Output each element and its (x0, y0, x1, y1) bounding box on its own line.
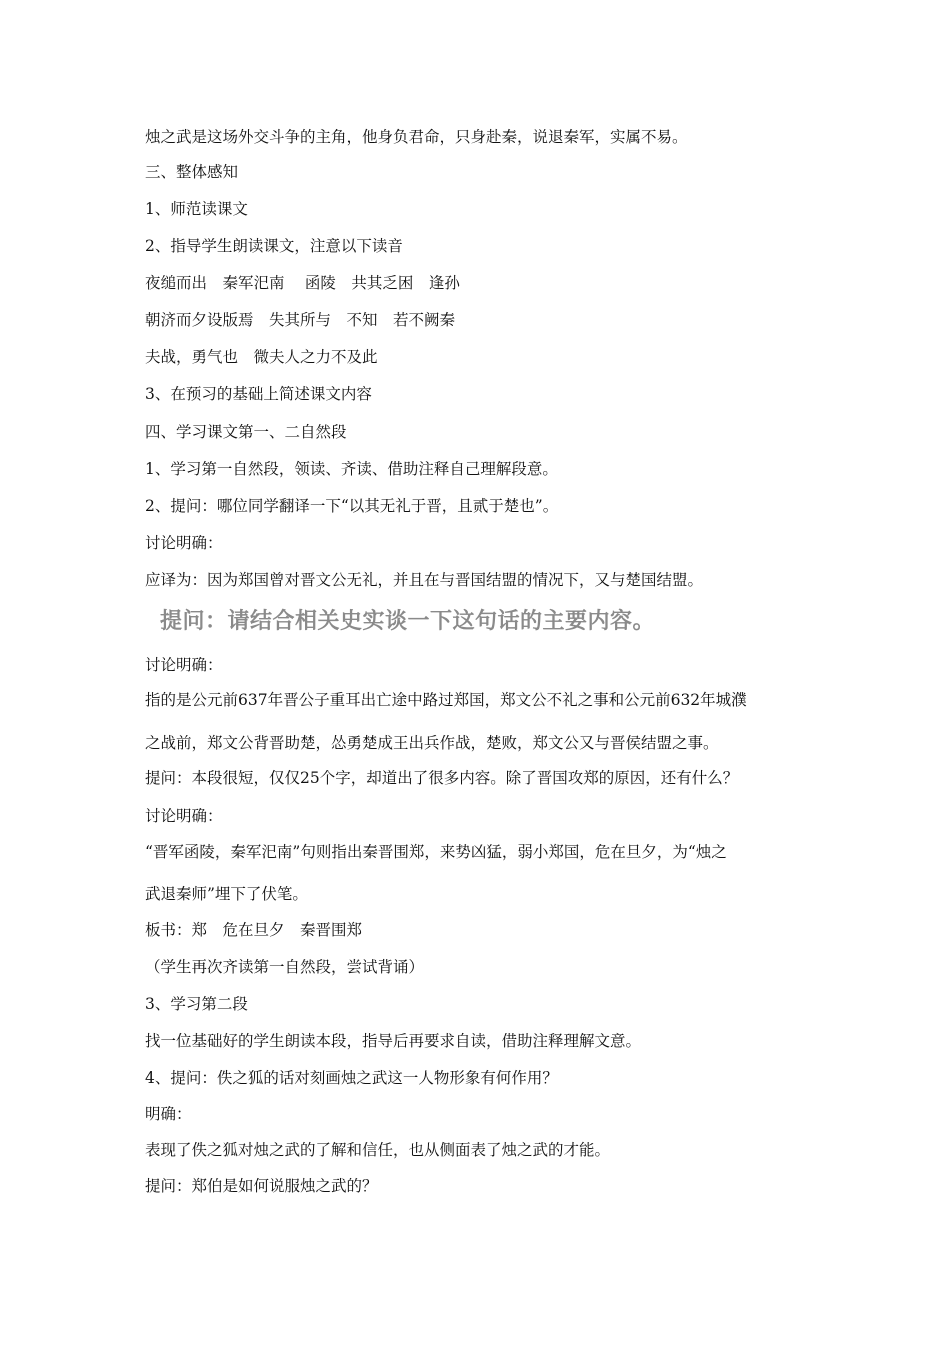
paragraph-line: 2、指导学生朗读课文，注意以下读音 (145, 237, 403, 255)
paragraph-line: 讨论明确： (145, 807, 223, 825)
paragraph-line: 提问：郑伯是如何说服烛之武的？ (145, 1177, 378, 1195)
pronunciation-line: 夫战，勇气也 微夫人之力不及此 (145, 348, 378, 366)
paragraph-line: 板书：郑 危在旦夕 秦晋围郑 (145, 921, 363, 939)
paragraph-line: 烛之武是这场外交斗争的主角，他身负君命，只身赴秦，说退秦军，实属不易。 (145, 128, 688, 146)
paragraph-line: 讨论明确： (145, 534, 223, 552)
paragraph-line: 提问：本段很短，仅仅25个字，却道出了很多内容。除了晋国攻郑的原因，还有什么？ (145, 769, 739, 787)
paragraph-line: 1、学习第一自然段，领读、齐读、借助注释自己理解段意。 (145, 460, 558, 478)
pronunciation-line: 朝济而夕设版焉 失其所与 不知 若不阙秦 (145, 311, 456, 329)
paragraph-line: （学生再次齐读第一自然段，尝试背诵） (145, 958, 425, 976)
pronunciation-line: 夜缒而出 秦军汜南 函陵 共其乏困 逢孙 (145, 274, 460, 292)
paragraph-line: 讨论明确： (145, 656, 223, 674)
paragraph-line: 武退秦师”埋下了伏笔。 (145, 885, 308, 903)
section-heading: 四、学习课文第一、二自然段 (145, 423, 347, 441)
paragraph-line: 1、师范读课文 (145, 200, 248, 218)
paragraph-line: 4、提问：佚之狐的话对刻画烛之武这一人物形象有何作用？ (145, 1069, 558, 1087)
paragraph-line: 应译为：因为郑国曾对晋文公无礼，并且在与晋国结盟的情况下，又与楚国结盟。 (145, 571, 704, 589)
paragraph-line: “晋军函陵，秦军汜南”句则指出秦晋围郑，来势凶猛，弱小郑国，危在旦夕，为“烛之 (145, 843, 727, 861)
section-heading: 三、整体感知 (145, 163, 239, 181)
paragraph-line: 明确： (145, 1105, 192, 1123)
paragraph-line: 指的是公元前637年晋公子重耳出亡途中路过郑国，郑文公不礼之事和公元前632年城濮 (145, 691, 747, 709)
paragraph-line: 3、学习第二段 (145, 995, 248, 1013)
paragraph-line: 2、提问：哪位同学翻译一下“以其无礼于晋，且贰于楚也”。 (145, 497, 559, 515)
question-banner: 提问：请结合相关史实谈一下这句话的主要内容。 (160, 609, 656, 634)
paragraph-line: 表现了佚之狐对烛之武的了解和信任，也从侧面表了烛之武的才能。 (145, 1141, 611, 1159)
paragraph-line: 3、在预习的基础上简述课文内容 (145, 385, 372, 403)
paragraph-line: 之战前，郑文公背晋助楚，怂勇楚成王出兵作战，楚败，郑文公又与晋侯结盟之事。 (145, 734, 719, 752)
paragraph-line: 找一位基础好的学生朗读本段，指导后再要求自读，借助注释理解文意。 (145, 1032, 642, 1050)
